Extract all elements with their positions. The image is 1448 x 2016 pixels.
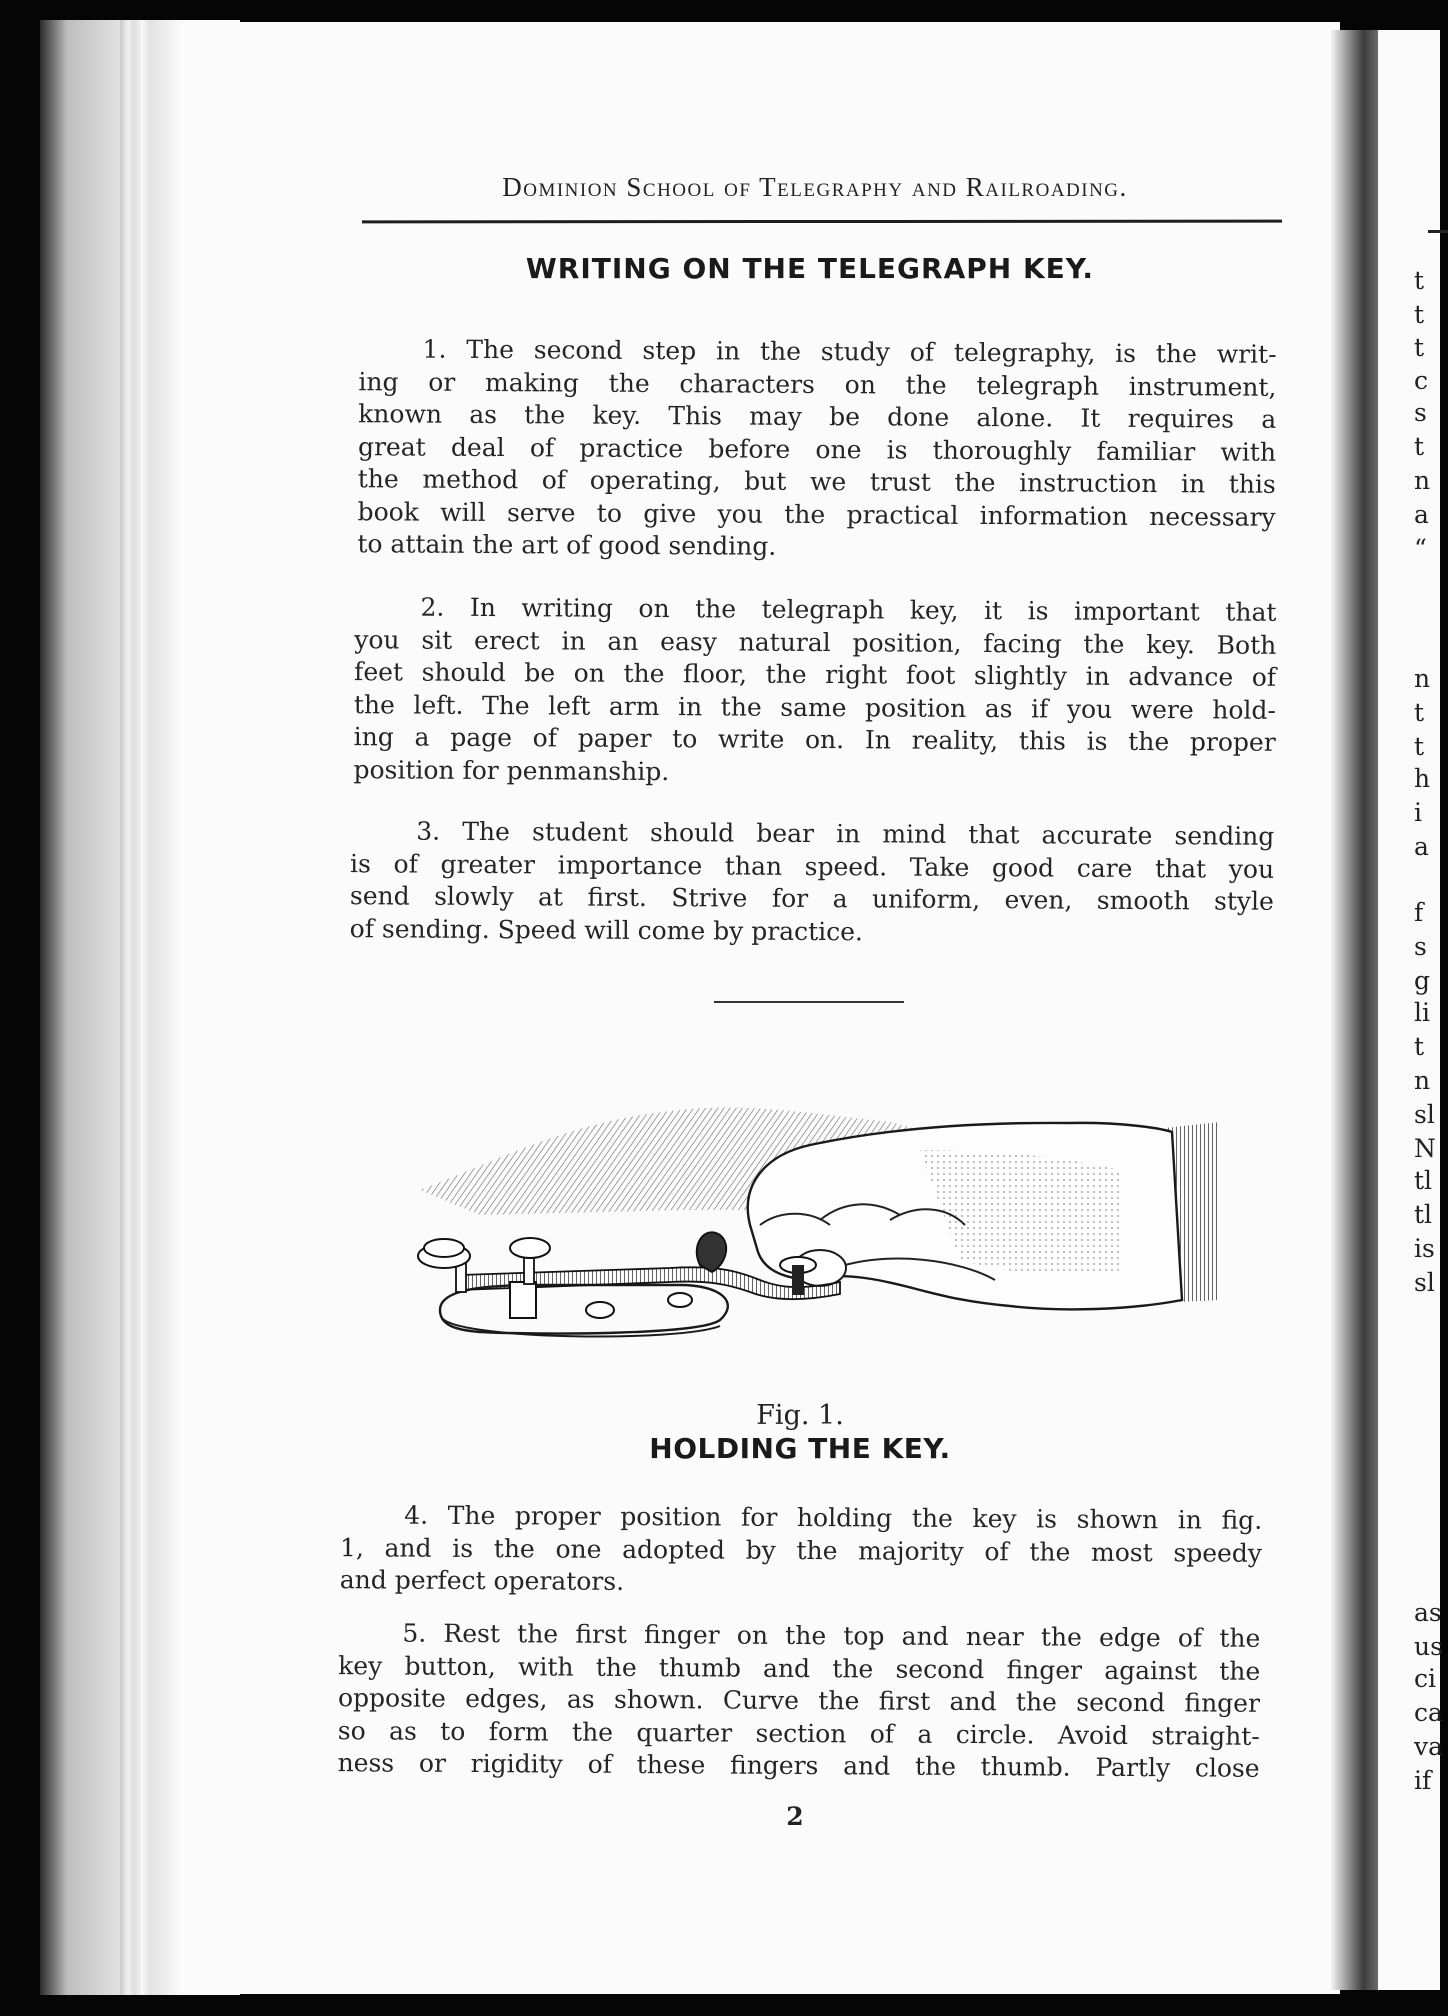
- paragraph-line: feet should be on the floor, the right foot slightly in advance of: [354, 657, 1277, 692]
- paragraph-line: and perfect operators.: [339, 1565, 625, 1596]
- facing-page-fragment: i: [1414, 798, 1422, 827]
- paragraph-line: is of greater importance than speed. Take good care that you: [350, 848, 1275, 884]
- paragraph-line: book will serve to give you the practical information necessary: [357, 496, 1276, 532]
- paragraph-line: ing or making the characters on the telegraph instrument,: [358, 366, 1277, 402]
- facing-page-fragment: t: [1414, 300, 1425, 329]
- facing-page-fragment: t: [1414, 266, 1425, 295]
- paragraph-line: 1. The second step in the study of telegraphy, is the writ-: [422, 334, 1277, 369]
- facing-page-fragment: li: [1414, 998, 1430, 1027]
- facing-page-fragment: s: [1414, 932, 1427, 961]
- paragraph-1: [357, 333, 1276, 566]
- facing-page-fragment: t: [1414, 732, 1425, 761]
- facing-page-fragment: if: [1414, 1766, 1432, 1795]
- paragraph-line: 2. In writing on the telegraph key, it is important that: [420, 592, 1277, 627]
- paragraph-line: to attain the art of good sending.: [357, 529, 777, 561]
- facing-page-fragment: ca: [1414, 1698, 1443, 1727]
- running-head: Dominion School of Telegraphy and Railroading.: [502, 172, 1128, 202]
- paragraph-line: 1, and is the one adopted by the majority of the most speedy: [339, 1532, 1263, 1568]
- figure-number: Fig. 1.: [756, 1400, 844, 1431]
- facing-page-fragment: “: [1414, 534, 1427, 563]
- facing-page-fragment: n: [1414, 664, 1431, 693]
- facing-page-fragment: s: [1414, 398, 1427, 427]
- paragraph-line: so as to form the quarter section of a circle. Avoid straight-: [337, 1715, 1260, 1751]
- book-edge-shadow: [40, 20, 130, 1995]
- section-title: WRITING ON THE TELEGRAPH KEY.: [525, 252, 1095, 285]
- facing-page-fragment: c: [1414, 366, 1429, 395]
- paragraph-2: [353, 591, 1276, 792]
- paragraph-line: key button, with the thumb and the second finger against the: [338, 1650, 1261, 1686]
- paragraph-line: ness or rigidity of these fingers and the thumb. Partly close: [337, 1748, 1260, 1783]
- facing-page-rule: [1428, 230, 1448, 233]
- facing-page-fragment: a: [1414, 832, 1429, 861]
- paragraph-5: [338, 1617, 1261, 1785]
- facing-page-fragment: n: [1414, 1066, 1431, 1095]
- paragraph-line: position for penmanship.: [353, 754, 670, 786]
- paragraph-4: [340, 1499, 1263, 1602]
- paragraph-line: the left. The left arm in the same position as if you were hold-: [353, 689, 1276, 725]
- facing-page-fragment: tl: [1414, 1166, 1433, 1195]
- paragraph-line: great deal of practice before one is thoroughly familiar with: [357, 431, 1277, 467]
- paragraph-line: send slowly at first. Strive for a uniform, even, smooth style: [349, 881, 1274, 916]
- paragraph-line: known as the key. This may be done alone. It requires a: [358, 399, 1277, 434]
- facing-page-fragment: as: [1414, 1598, 1442, 1627]
- page-number: 2: [786, 1802, 804, 1831]
- paragraph-line: 4. The proper position for holding the key is shown in fig.: [404, 1500, 1263, 1535]
- facing-page-fragment: ci: [1414, 1664, 1436, 1693]
- facing-page-fragment: tl: [1414, 1200, 1433, 1229]
- facing-page-fragment: sl: [1414, 1100, 1435, 1129]
- facing-page-fragment: h: [1414, 764, 1431, 793]
- facing-page-fragment: t: [1414, 1032, 1425, 1061]
- paragraph-line: ing a page of paper to write on. In reality, this is the proper: [353, 722, 1276, 757]
- facing-page-fragment: N: [1414, 1134, 1436, 1163]
- paragraph-line: 3. The student should bear in mind that accurate sending: [416, 816, 1275, 851]
- facing-page-fragment: sl: [1414, 1268, 1435, 1297]
- facing-page-fragment: g: [1414, 966, 1431, 995]
- section-divider: [714, 1001, 904, 1003]
- paragraph-3: [350, 815, 1275, 951]
- paragraph-line: the method of operating, but we trust the instruction in this: [357, 464, 1276, 499]
- facing-page-fragment: t: [1414, 698, 1425, 727]
- facing-page-fragment: is: [1414, 1234, 1435, 1263]
- book-gutter: [1330, 30, 1378, 1990]
- facing-page-fragment: t: [1414, 432, 1425, 461]
- paragraph-line: 5. Rest the first finger on the top and near the edge of the: [402, 1618, 1261, 1653]
- facing-page-fragment: t: [1414, 333, 1425, 362]
- telegraph-key-illustration: [420, 1010, 1200, 1400]
- paragraph-line: you sit erect in an easy natural position, facing the key. Both: [354, 624, 1277, 660]
- facing-page-fragment: f: [1414, 898, 1424, 927]
- facing-page-fragment: va: [1414, 1732, 1444, 1761]
- facing-page-fragment: us: [1414, 1632, 1443, 1661]
- facing-page-fragment: a: [1414, 500, 1429, 529]
- paragraph-line: of sending. Speed will come by practice.: [349, 913, 863, 946]
- facing-page-fragment: n: [1414, 466, 1431, 495]
- figure-caption: HOLDING THE KEY.: [649, 1432, 951, 1465]
- facing-page: [1378, 30, 1444, 1990]
- paragraph-line: opposite edges, as shown. Curve the first and the second finger: [337, 1683, 1261, 1718]
